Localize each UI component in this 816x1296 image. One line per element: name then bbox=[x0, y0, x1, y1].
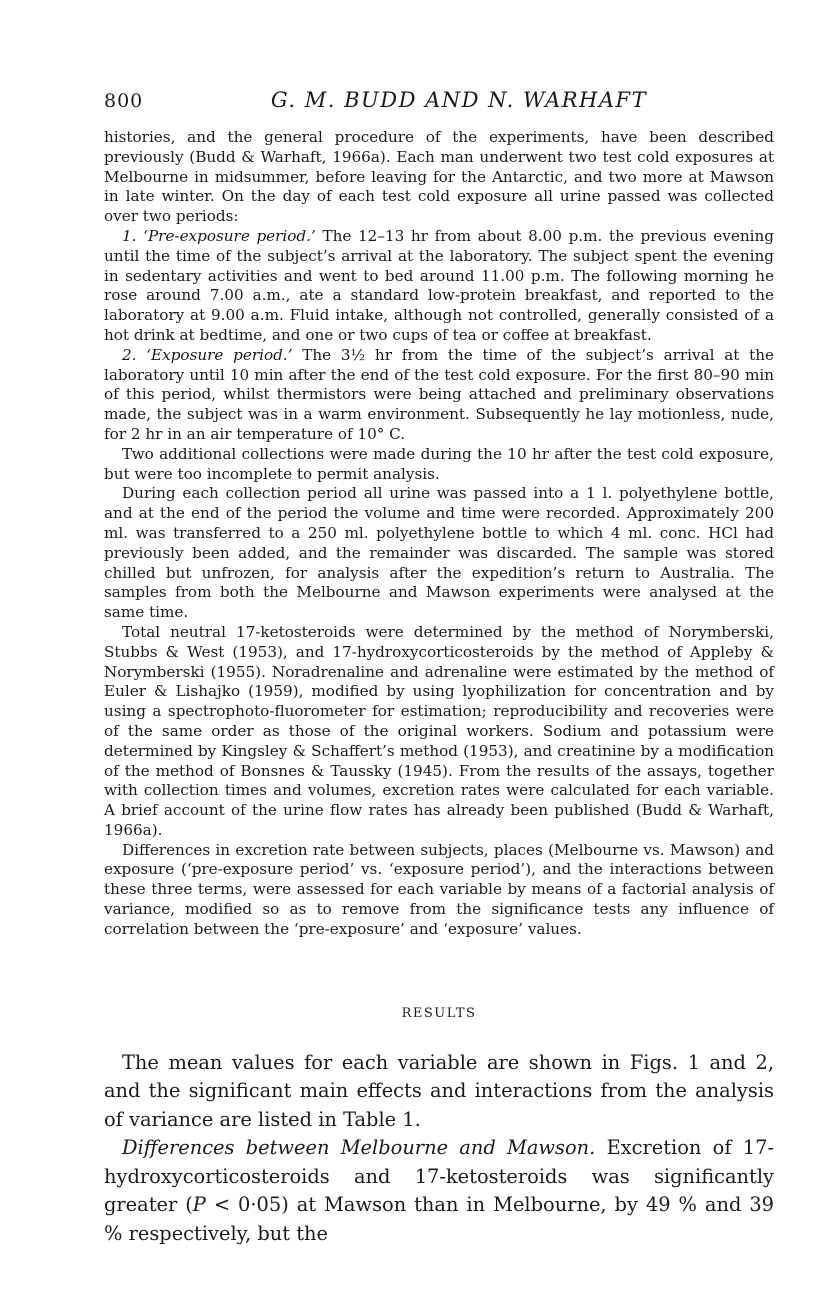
pre-exposure-item bbox=[104, 227, 774, 346]
pre-exposure-text: The 12–13 hr from about 8.00 p.m. the previous evening until the time of the subject’s arrival at the laboratory. The subject spent the evening in sedentary activities and went to bed around 11.00 p.m. The following morning he rose around 7.00 a.m., ate a standard low-protein breakfast, and reported to the laboratory at 9.00 a.m. Fluid intake, although not controlled, generally consisted of a hot drink at bedtime, and one or two cups of tea or coffee at breakfast. bbox=[104, 226, 774, 344]
exposure-label: 2. ‘Exposure period.’ bbox=[122, 345, 293, 364]
exposure-item bbox=[104, 346, 774, 445]
exposure-text: The 3½ hr from the time of the subject’s arrival at the laboratory until 10 min after the end of the test cold exposure. For the first 80–90 min of this period, whilst thermistors were being attached and preliminary observations made, the subject was in a warm environment. Subsequently he lay motionless, nude, for 2 hr in an air temperature of 10° C. bbox=[104, 345, 774, 443]
results-section bbox=[104, 1049, 774, 1249]
melbourne-mawson-text-a: Excretion of 17-hydroxycorticosteroids and 17-ketosteroids was significantly greater ( bbox=[104, 1136, 774, 1217]
methods-section bbox=[104, 128, 774, 940]
results-means-paragraph: The mean values for each variable are shown in Figs. 1 and 2, and the significant main effects and interactions from the analysis of variance are listed in Table 1. bbox=[104, 1050, 774, 1131]
assay-methods-paragraph: Total neutral 17-ketosteroids were determined by the method of Norymberski, Stubbs & West (1953), and 17-hydroxycorticosteroids by the method of Appleby & Norymberski (1955). Noradrenaline and adrenaline were estimated by the method of Euler & Lishajko (1959), modified by using lyophilization for concentration and by using a spectrophoto-fluorometer for estimation; reproducibility and recoveries were of the same order as those of the original workers. Sodium and potassium were determined by Kingsley & Schaffert’s method (1953), and creatinine by a modification of the method of Bonsnes & Taussky (1945). From the results of the assays, together with collection times and volumes, excretion rates were calculated for each variable. A brief account of the urine flow rates has already been published (Budd & Warhaft, 1966a). bbox=[104, 622, 774, 839]
methods-intro-paragraph: histories, and the general procedure of the experiments, have been described previously (Budd & Warhaft, 1966a). Each man underwent two test cold exposures at Melbourne in midsummer, before leaving for the Antarctic, and two more at Mawson in late winter. On the day of each test cold exposure all urine passed was collected over two periods: bbox=[104, 128, 774, 226]
additional-collections-paragraph: Two additional collections were made during the 10 hr after the test cold exposure, but were too incomplete to permit analysis. bbox=[104, 444, 774, 483]
results-heading: RESULTS bbox=[401, 1005, 477, 1021]
collection-procedure-paragraph: During each collection period all urine was passed into a 1 l. polyethylene bottle, and at the end of the period the volume and time were recorded. Approximately 200 ml. was transferred to a 250 ml. polyethylene bottle to which 4 ml. conc. HCl had previously been added, and the remainder was discarded. The sample was stored chilled but unfrozen, for analysis after the expedition’s return to Australia. The samples from both the Melbourne and Mawson experiments were analysed at the same time. bbox=[104, 484, 774, 622]
page-number: 800 bbox=[104, 90, 144, 112]
melbourne-mawson-label: Differences between Melbourne and Mawson. bbox=[122, 1136, 596, 1160]
pre-exposure-label: 1. ‘Pre-exposure period.’ bbox=[122, 226, 316, 245]
p-value-symbol: P bbox=[192, 1193, 206, 1217]
melbourne-mawson-text-b: < 0·05) at Mawson than in Melbourne, by 49 % and 39 % respectively, but the bbox=[104, 1193, 775, 1245]
statistics-paragraph: Differences in excretion rate between subjects, places (Melbourne vs. Mawson) and exposure (‘pre-exposure period’ vs. ‘exposure period’), and the interactions between these three terms, were assessed for each variable by means of a factorial analysis of variance, modified so as to remove from the significance tests any influence of correlation between the ‘pre-exposure’ and ‘exposure’ values. bbox=[104, 840, 774, 938]
journal-page bbox=[104, 84, 774, 1248]
page-header bbox=[104, 84, 774, 128]
running-head: G. M. BUDD AND N. WARHAFT bbox=[270, 88, 648, 112]
melbourne-mawson-paragraph bbox=[104, 1134, 774, 1248]
